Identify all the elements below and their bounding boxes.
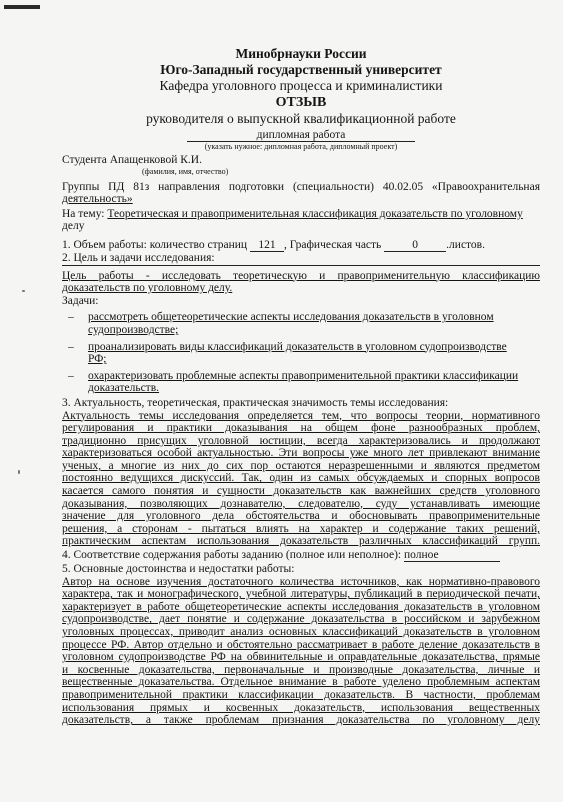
goal-line-2: доказательств по уголовному делу. [62, 282, 233, 295]
task-item [62, 370, 540, 395]
merits-line: использования прямых и косвенных доказательств, использования вещественных [62, 701, 540, 714]
task-bullet: – [68, 340, 74, 353]
merits-line: характера, так и монографического, учебной литературы, публикаций в периодической печати, [62, 588, 540, 601]
task-bullet: – [68, 311, 74, 324]
group-line-2: деятельность» [62, 193, 133, 206]
relevance-line: ученых, а многие из них до сих пор остаются неразрешенными и являются предметом [62, 459, 540, 472]
task-line-1: охарактеризовать проблемные аспекты правоприменительной практики классификации [88, 369, 519, 382]
student-hint: (фамилия, имя, отчество) [142, 166, 229, 176]
merits-heading: 5. Основные достоинства и недостатки работы: [62, 563, 295, 576]
student-prefix: Студента [62, 154, 107, 166]
volume-graphics-label: , Графическая часть [283, 238, 382, 251]
task-item [62, 311, 540, 336]
document-title: ОТЗЫВ [275, 95, 327, 110]
task-line-2: доказательств. [88, 382, 160, 395]
merits-line: и косвенные доказательства, первоначальные и производные доказательства, личные и [62, 663, 540, 676]
task-item [62, 341, 540, 366]
task-line-2: судопроизводстве; [88, 323, 179, 336]
work-type-row [62, 129, 540, 142]
relevance-line: Актуальность темы исследования определяется тем, что вопросы теории, нормативного [62, 409, 540, 422]
document-subtitle: руководителя о выпускной квалификационной работе [146, 111, 456, 126]
compliance-row [62, 549, 540, 562]
compliance-value: полное [404, 550, 500, 562]
volume-pages: 121 [250, 240, 284, 252]
relevance-heading: 3. Актуальность, теоретическая, практическая значимость темы исследования: [62, 396, 449, 409]
scan-speck [22, 290, 25, 292]
relevance-line: касается самого понятия и сущности доказательств как важнейших средств уголовного [62, 485, 540, 498]
task-line-1: проанализировать виды классификаций доказательств в уголовном судопроизводстве [88, 340, 507, 353]
work-type-hint: (указать нужное: дипломная работа, дипломный проект) [204, 142, 398, 151]
merits-line: Автор на основе изучения достаточного количества источников, как нормативно-правового [62, 575, 540, 588]
goal-line-1: Цель работы - исследовать теоретическую и правоприменительную классификацию [62, 269, 540, 282]
student-name: Апащенковой К.И. [109, 154, 202, 166]
group-line-1: Группы ПД 81з направления подготовки (специальности) 40.02.05 «Правоохранительная [62, 180, 540, 193]
topic-line-1: Теоретическая и правоприменительная классификация доказательств по уголовному [107, 207, 523, 220]
merits-line: вещественные доказательства. Отдельное внимание в работе уделено проблемным аспектам [62, 676, 540, 689]
document-page [62, 46, 540, 727]
volume-label: 1. Объем работы: количество страниц [62, 238, 248, 251]
volume-graphics: 0 [384, 240, 446, 252]
relevance-line: регулирования и практики доказывания на общем фоне разнообразных проблем, [62, 422, 540, 435]
relevance-line: традиционно присущих уголовной юстиции, всегда характеризовались и продолжают [62, 434, 540, 447]
relevance-line: решения, а сторонам - пытаться влиять на характер и содержание таких решений, [62, 522, 540, 535]
merits-line: характеризует в работе общетеоретические аспекты исследования доказательств в уголовном [62, 600, 540, 613]
student-row [62, 154, 540, 167]
ministry-line: Минобрнауки России [235, 46, 367, 61]
merits-line: уголовных процессах, приводит анализ основных классификаций доказательств в уголовном [62, 626, 540, 638]
relevance-line: постоянно ведущихся дискуссий. Так, один из самых обсуждаемых и спорных вопросов [62, 472, 540, 485]
relevance-line: практическим аспектам использования доказательств различных классификаций групп. [62, 535, 540, 548]
topic-prefix: На тему: [62, 207, 105, 220]
compliance-label: 4. Соответствие содержания работы заданию (полное или неполное): [62, 549, 402, 562]
task-line-1: рассмотреть общетеоретические аспекты исследования доказательств в уголовном [88, 311, 494, 324]
topic-line-2: делу [62, 220, 85, 233]
volume-row [62, 239, 540, 252]
volume-sheets-label: .листов. [446, 238, 485, 251]
merits-line: судопроизводстве, дает понятие и содержание доказательства в российском и зарубежном [62, 613, 540, 626]
topic-row [62, 208, 540, 221]
scan-speck [18, 470, 20, 474]
university-line: Юго-Западный государственный университет [160, 62, 442, 77]
relevance-line: характеризоваться особой актуальностью. Эти вопросы уже много лет привлекают внимание [62, 447, 540, 460]
task-line-2: РФ; [88, 353, 107, 366]
scan-mark [4, 5, 40, 9]
merits-line: доказательств, а также проблемам признания доказательства по уголовному делу [62, 714, 540, 727]
merits-line: уголовном судопроизводстве РФ на обвинительные и оправдательные доказательства, прямые [62, 651, 540, 664]
relevance-line: доказывания, позволяющих дознавателю, следователю, суду устанавливать имеющие [62, 497, 540, 510]
task-bullet: – [68, 369, 74, 382]
work-type-value: дипломная работа [187, 130, 415, 142]
merits-line: процессе РФ. Автор отдельно и обстоятельно рассматривает в работе деление доказательств в [62, 638, 540, 651]
merits-line: правоприменительной практики классификации доказательств. В частности, проблемам [62, 688, 540, 701]
department-line: Кафедра уголовного процесса и криминалистики [159, 78, 443, 93]
tasks-label: Задачи: [62, 294, 99, 307]
relevance-line: значение для уголовного дела обстоятельства и обосновывать правоприменительные [62, 510, 540, 523]
goals-heading: 2. Цель и задачи исследования: [62, 252, 540, 266]
